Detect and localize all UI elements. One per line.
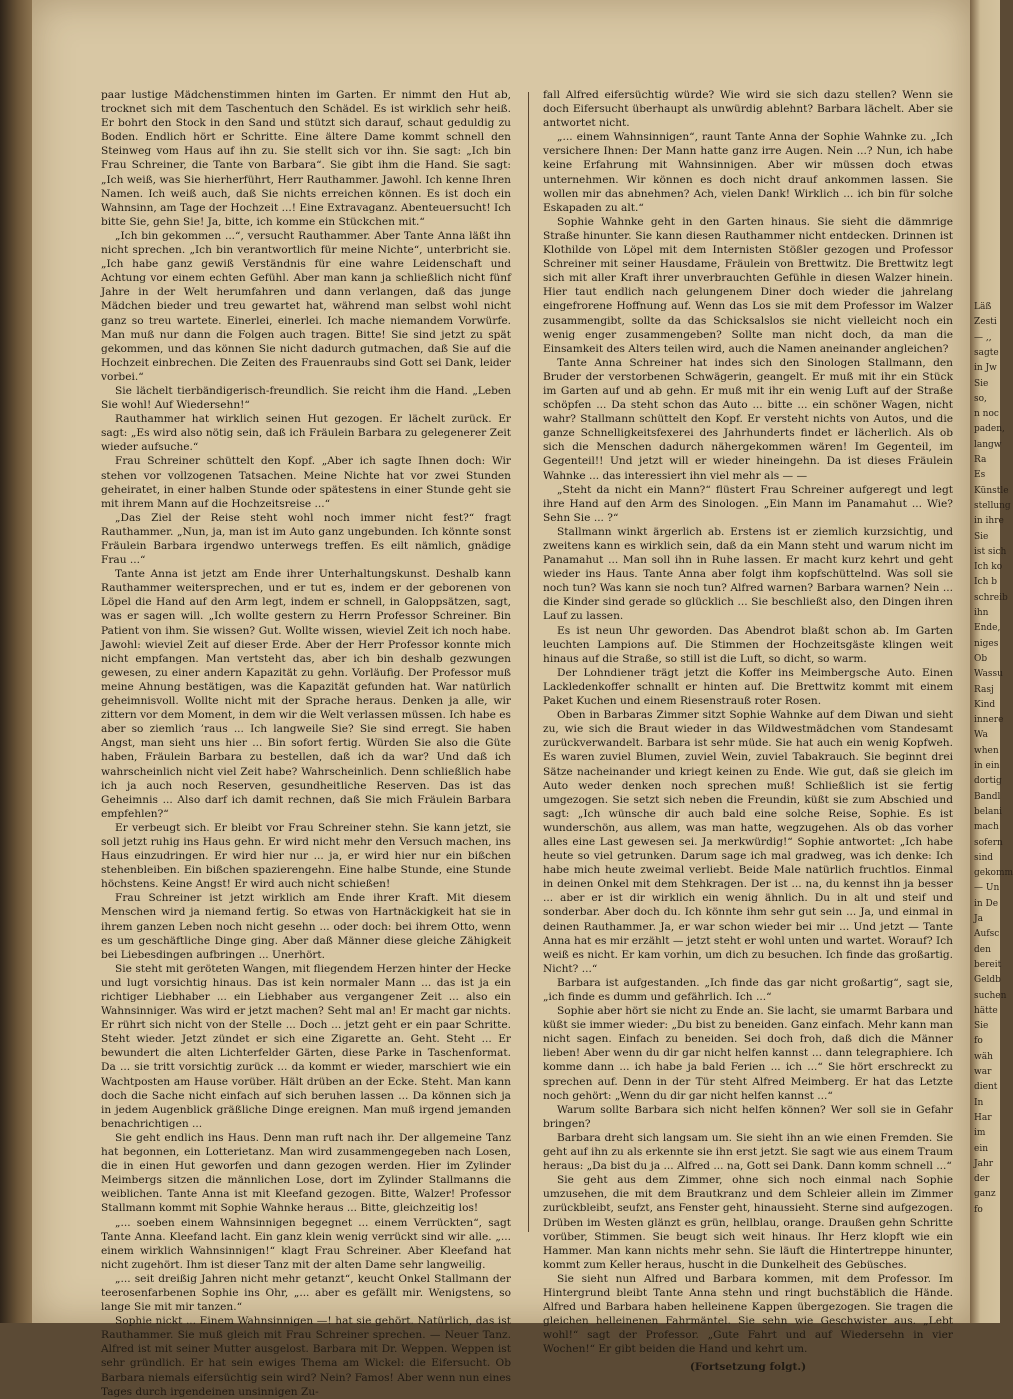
next-page-fragment: Sie (974, 1021, 989, 1032)
next-page-fragment: Kind (974, 699, 996, 710)
next-page-fragment: ganz (974, 1189, 996, 1200)
next-page-fragment: war (974, 1067, 992, 1077)
next-page-fragment: schreib (974, 592, 1008, 603)
next-page-fragment: in Jw (974, 363, 997, 374)
next-page-fragment: Läß (974, 302, 992, 312)
next-page-fragment: gekomm (974, 868, 1013, 879)
paragraph: Oben in Barbaras Zimmer sitzt Sophie Wahnke auf dem Diwan und sieht zu, wie sich die Braut wieder in das Wildwestmädchen vom Standesamt zurückverwandelt. Barbara ist sehr müde. Sie hat auch ein wenig Kopfweh. Es waren zuviel Blumen, zuviel Wein, zuviel Tabakrauch. Sie beginnt drei Sätze nacheinander und kriegt keinen zu Ende. Wie gut, daß sie gleich im Auto weder denken noch sprechen muß! Schließlich ist sie fertig umgezogen. Sie setzt sich neben die Freundin, küßt sie zum Abschied und sagt: „Ich wünsche dir auch bald eine solche Reise, Sophie. Es ist wunderschön, aus allem, was man hatte, wegzugehen. Als ob das vorher alles eine Last gewesen sei. Ja merkwürdig!“ Sophie antwortet: „Ich habe heute so viel getrunken. Darum sage ich mal gradweg, was ich denke: Ich habe mich heute zweimal verliebt. Beide Male natürlich fruchtlos. Einmal in deinen Onkel mit dem Stehkragen. Der ist ... na, du kennst ihn ja besser ... aber er ist dir wirklich ein wenig ähnlich. Du in alt und steif und sonderbar. Aber doch du. Ich könnte ihm sehr gut sein ... Ja, und einmal in deinen Rauthammer. Ja, er war schon wieder bei mir ... Und jetzt — Tante Anna hat es mir erzählt — jetzt steht er wohl unten und wartet. Worauf? Ich weiß es nicht. Er kam vorhin, um dich zu besuchen. Ich finde das großartig. Nicht? ...“ (543, 709, 953, 975)
next-page-fragment: ihn (974, 608, 989, 618)
right-text-column (543, 88, 953, 1374)
next-page-fragment: ist sich (974, 546, 1007, 557)
next-page-fragment: im (974, 1128, 986, 1139)
next-page-fragment: Wassu (974, 669, 1003, 680)
paragraph: Sie steht mit geröteten Wangen, mit fliegendem Herzen hinter der Hecke und lugt vorsichtig hinaus. Das ist kein normaler Mann ... das ist ja ein richtiger Liebhaber ... ein Liebhaber aus vergangener Zeit ... also ein Wahnsinniger. Was wird er jetzt machen? Seht mal an! Er macht gar nichts. Er rührt sich nicht von der Stelle ... Doch ... jetzt geht er ein paar Schritte. Steht wieder. Jetzt zündet er sich eine Zigarette an. Geht. Steht ... Er bewundert die alten Lichterfelder Gärten, diese Parke in Taschenformat. Da ... sie tritt vorsichtig zurück ... da kommt er wieder, marschiert wie ein Wachtposten am Hause vorüber. Hält drüben an der Ecke. Steht. Man kann doch die Sache nicht einfach auf sich beruhen lassen ... Da können sich ja in jedem Augenblick gräßliche Dinge ereignen. Man muß irgend jemanden benachrichtigen ... (101, 962, 511, 1130)
paragraph: „... soeben einem Wahnsinnigen begegnet ... einem Verrückten“, sagt Tante Anna. Kleefand lacht. Ein ganz klein wenig verrückt sind wir alle. „... einem wirklich Wahnsinnigen!“ klagt Frau Schreiner. Aber Kleefand hat nicht zugehört. Ihm ist dieser Tanz mit der alten Dame sehr langweilig. (101, 1216, 511, 1271)
next-page-fragment: sind (974, 852, 994, 863)
paragraph: Tante Anna Schreiner hat indes sich den Sinologen Stallmann, den Bruder der verstorbenen Schwägerin, geangelt. Er muß mit ihr ein Stück im Garten auf und ab gehn. Er muß mit ihr ein wenig Luft auf der Straße schöpfen ... Da steht schon das Auto ... bitte ... ein schöner Wagen, nicht wahr? Stallmann schüttelt den Kopf. Er versteht nichts von Autos, und die ganze Schnelligkeitsfexerei des Jahrhunderts findet er lächerlich. Als ob sich die Menschen dadurch nähergekommen wären! Im Gegenteil, im Gegenteil!! Und jetzt will er wieder hineingehn. Da ist dieses Fräulein Wahnke ... das interessiert ihn viel mehr als — — (543, 356, 953, 482)
next-page-fragment: Ob (974, 653, 988, 664)
paragraph: Er verbeugt sich. Er bleibt vor Frau Schreiner stehn. Sie kann jetzt, sie soll jetzt ruhig ins Haus gehn. Er wird nicht mehr den Versuch machen, ins Haus einzudringen. Er wird hier nur ... ja, er wird hier nur ein bißchen stehenbleiben. Ein bißchen spazierengehn. Eine halbe Stunde, eine Stunde höchstens. Keine Angst! Er wird auch nicht schießen! (101, 821, 511, 891)
next-page-fragment: Geldb (974, 975, 1001, 986)
paragraph: Sophie Wahnke geht in den Garten hinaus. Sie sieht die dämmrige Straße hinunter. Sie kann diesen Rauthammer nicht entdecken. Drinnen ist Klothilde von Löpel mit dem Internisten Stößler gezogen und Professor Schreiner mit seiner Hausdame, Fräulein von Brettwitz. Die Brettwitz legt sich mit aller Kraft ihrer unverbrauchten Gefühle in diesen Walzer hinein. Hier taut endlich nach gelungenem Diner doch wieder die jahrelang eingefrorene Hoffnung auf. Wenn das Los sie mit dem Professor im Walzer zusammengibt, sollte da das Schicksalslos sie nicht vielleicht noch ein wenig enger zusammengeben? Sollte man nicht doch, da man die Einsamkeit des Alters teilen wird, auch die Namen aneinander angleichen? (543, 215, 953, 355)
next-page-fragment: Ra (974, 455, 987, 465)
paragraph: „... einem Wahnsinnigen“, raunt Tante Anna der Sophie Wahnke zu. „Ich versichere Ihnen: Der Mann hatte ganz irre Augen. Nein ...? Nun, ich habe keine Erfahrung mit Wahnsinnigen. Aber wir müssen doch etwas unternehmen. Wir können es doch nicht drauf ankommen lassen. Sie wollen mir das abnehmen? Ach, vielen Dank! Wirklich ... ich bin für solche Eskapaden zu alt.“ (543, 131, 953, 214)
paragraph: Sophie nickt ... Einem Wahnsinnigen —! hat sie gehört. Natürlich, das ist Rauthammer. Sie muß gleich mit Frau Schreiner sprechen. — Neuer Tanz. Alfred ist mit seiner Mutter ausgelost. Barbara mit Dr. Weppen. Weppen ist sehr gründlich. Er hat sein ewiges Thema am Wickel: die Eifersucht. Ob Barbara niemals eifersüchtig sein wird? Nein? Famos! Aber wenn nun eines Tages durch irgendeinen unsinnigen Zu- (101, 1315, 511, 1398)
paragraph: „... seit dreißig Jahren nicht mehr getanzt“, keucht Onkel Stallmann der teerosenfarbenen Sophie ins Ohr, „... aber es gefällt mir. Wenigstens, so lange Sie mit mir tanzen.“ (101, 1272, 511, 1314)
continuation-note: (Fortsetzung folgt.) (689, 1361, 807, 1374)
next-page-fragment: sagte (974, 347, 999, 358)
next-page-fragment: niges (974, 638, 999, 649)
paragraph: „Ich bin gekommen ...“, versucht Rauthammer. Aber Tante Anna läßt ihn nicht sprechen. „Ich bin verantwortlich für meine Nichte“, unterbricht sie. „Ich habe ganz gewiß Verständnis für eine wahre Leidenschaft und Achtung vor einem echten Gefühl. Aber man kann ja schließlich nicht fünf Jahre in der Welt herumfahren und dann verlangen, daß das junge Mädchen bieder und treu gewartet hat, während man selbst wohl nicht ganz so treu wartete. Einerlei, einerlei. Ich mache niemandem Vorwürfe. Man muß nur dann die Folgen auch tragen. Bitte! Sie sind jetzt zu spät gekommen, und das können Sie nicht dadurch gutmachen, daß Sie auf die Hochzeit einbrechen. Die Zeiten des Frauenraubs sind Gott sei Dank, leider vorbei.“ (101, 229, 511, 383)
next-page-fragment: Wa (974, 730, 988, 741)
next-page-fragment: wäh (974, 1051, 993, 1062)
next-page-fragment: innere (974, 715, 1004, 726)
next-page-fragment: fo (974, 1204, 983, 1215)
paragraph: Stallmann winkt ärgerlich ab. Erstens ist er ziemlich kurzsichtig, und zweitens kann es wirklich sein, daß da ein Mann steht und warum nicht im Panamahut ... Man soll ihn in Ruhe lassen. Er macht kurz kehrt und geht wieder ins Haus. Tante Anna aber folgt ihm kopfschüttelnd. Was soll sie noch tun? Was kann sie noch tun? Alfred warnen? Barbara warnen? Nein ... die Kinder sind gerade so glücklich ... Sie beschließt also, den Dingen ihren Lauf zu lassen. (543, 525, 953, 623)
next-page-fragment: when (974, 745, 999, 756)
next-page-fragment: hätte (974, 1005, 998, 1016)
paragraph: Frau Schreiner schüttelt den Kopf. „Aber ich sagte Ihnen doch: Wir stehen vor vollzogenen Tatsachen. Meine Nichte hat vor zwei Stunden geheiratet, in einer halben Stunde oder spätestens in einer Stunde geht sie mit ihrem Mann auf die Hochzeitsreise ...“ (101, 455, 511, 510)
next-page-fragment: mach (974, 822, 999, 833)
next-page-fragment: — Un (974, 883, 1000, 894)
book-binding (0, 0, 32, 1323)
column-divider (528, 92, 529, 1232)
next-page-fragment: in ihre (974, 516, 1004, 527)
paragraph: Sophie aber hört sie nicht zu Ende an. Sie lacht, sie umarmt Barbara und küßt sie immer wieder: „Du bist zu beneiden. Ganz einfach. Mehr kann man nicht sagen. Einfach zu beneiden. Sei doch froh, daß dich die Männer lieben! Aber wenn du dir gar nicht helfen kannst ... dann telegraphiere. Ich komme dann ... ich habe ja bald Ferien ... ich ...“ Sie hört erschreckt zu sprechen auf. Denn in der Tür steht Alfred Meimberg. Er hat das Letzte noch gehört: „Wenn du dir gar nicht helfen kannst ...“ (543, 1005, 953, 1102)
paragraph: Tante Anna ist jetzt am Ende ihrer Unterhaltungskunst. Deshalb kann Rauthammer weitersprechen, und er tut es, indem er der geborenen von Löpel die Hand auf den Arm legt, indem er schnell, in Galoppsätzen, sagt, was er sagen will. „Ich wollte gestern zu Herrn Professor Schreiner. Bin Patient von ihm. Sie wissen? Gut. Wollte wissen, wieviel Zeit ich noch habe. Jawohl: wieviel Zeit auf dieser Erde. Aber der Herr Professor konnte mich nicht empfangen. Man vertsteht das, aber ich bin deshalb gezwungen gewesen, zu einer andern Kapazität zu gehn. Vorläufig. Der Professor muß meine Ahnung bestätigen, was die Kapazität gefunden hat. War natürlich geheimnisvoll. Wollte nicht mit der Sprache heraus. Denken ja alle, wir zittern vor dem Moment, in dem wir die Welt verlassen müssen. Ich habe es aber so ziemlich ’raus ... Ich langweile Sie? Sie sind erregt. Sie haben Angst, man sieht uns hier ... Bin sofort fertig. Würden Sie also die Güte haben, Fräulein Barbara zu bestellen, daß ich da war? Und daß ich wahrscheinlich nicht viel Zeit habe? Wahrscheinlich. Denn schließlich habe ich ja auch noch Reserven, gesundheitliche Reserven. Das ist das Geheimnis ... Also darf ich damit rechnen, daß Sie mich Fräulein Barbara empfehlen?“ (101, 568, 511, 820)
paragraph: Frau Schreiner ist jetzt wirklich am Ende ihrer Kraft. Mit diesem Menschen wird ja niemand fertig. So etwas von Hartnäckigkeit hat sie in ihrem ganzen Leben noch nicht gesehn ... oder doch: bei ihrem Otto, wenn es um geschäftliche Dinge ging. Aber daß Männer diese gleiche Zähigkeit bei Liebesdingen aufbringen ... Unerhört. (101, 892, 511, 961)
paragraph: Es ist neun Uhr geworden. Das Abendrot blaßt schon ab. Im Garten leuchten Lampions auf. Die Stimmen der Hochzeitsgäste klingen weit hinaus auf die Straße, so still ist die Luft, so dicht, so warm. (543, 624, 953, 665)
next-page-fragment: — ,, (974, 332, 992, 343)
paragraph: „Steht da nicht ein Mann?“ flüstert Frau Schreiner aufgeregt und legt ihre Hand auf den Arm des Sinologen. „Ein Mann im Panamahut ... Wie? Sehn Sie ... ?“ (543, 483, 953, 524)
next-page-fragment: Bandl (974, 791, 1001, 802)
next-page-fragment: Ich b (974, 577, 998, 588)
next-page-fragment: paden, (974, 424, 1005, 435)
paragraph: Sie geht aus dem Zimmer, ohne sich noch einmal nach Sophie umzusehen, die mit dem Brautkranz und dem Schleier allein im Zimmer zurückbleibt, seufzt, ans Fenster geht, hinaussieht. Sterne sind aufgezogen. Drüben im Westen glänzt es grün, hellblau, orange. Draußen gehn Schritte vorüber, Stimmen. Sie beugt sich weit hinaus. Ihr Herz klopft wie ein Hammer. Man kann nichts mehr sehn. Sie läuft die Hintertreppe hinunter, kommt zum Keller heraus, huscht in die Dunkelheit des Gebüsches. (543, 1174, 953, 1271)
next-page-fragment: Es (974, 470, 986, 481)
next-page-fragment: Ich ko (974, 562, 1003, 573)
paragraph: Barbara ist aufgestanden. „Ich finde das gar nicht großartig“, sagt sie, „ich finde es dumm und gefährlich. Ich ...“ (543, 976, 953, 1003)
paragraph: Warum sollte Barbara sich nicht helfen können? Wer soll sie in Gefahr bringen? (543, 1103, 953, 1130)
next-page-fragment: suchen (974, 990, 1007, 1001)
paragraph: Rauthammer hat wirklich seinen Hut gezogen. Er lächelt zurück. Er sagt: „Es wird also nötig sein, daß ich Fräulein Barbara zu gelegenerer Zeit wieder aufsuche.“ (101, 413, 511, 454)
paragraph: Sie lächelt tierbändigerisch-freundlich. Sie reicht ihm die Hand. „Leben Sie wohl! Auf Wiedersehn!“ (101, 384, 511, 412)
next-page-fragment: Ende, (974, 623, 1001, 634)
paragraph: paar lustige Mädchenstimmen hinten im Garten. Er nimmt den Hut ab, trocknet sich mit dem Taschentuch den Schädel. Es ist wirklich sehr heiß. Er bohrt den Stock in den Sand und stützt sich darauf, schaut geduldig zu Boden. Endlich hört er Schritte. Eine ältere Dame kommt schnell den Steinweg vom Haus auf ihn zu. Sie stellt sich vor ihn. Sie sagt: „Ich bin Frau Schreiner, die Tante von Barbara“. Sie gibt ihm die Hand. Sie sagt: „Ich weiß, was Sie hierherführt, Herr Rauthammer. Jawohl. Ich kenne Ihren Namen. Ich weiß auch, daß Sie nichts erreichen können. Es ist doch ein Wahnsinn, am Tage der Hochzeit ...! Eine Extravaganz. Abenteuersucht! Ich bitte Sie, gehn Sie! Ja, bitte, ich komme ein Stückchen mit.“ (101, 89, 511, 228)
next-page-fragment: Aufsc (974, 929, 1000, 940)
next-page-fragment: Zesti (974, 317, 997, 328)
next-page-fragment: ein (974, 1143, 989, 1154)
next-page-fragment: Jahr (974, 1158, 994, 1169)
next-page-fragment: Ja (974, 914, 983, 924)
next-page-fragment: bereit (974, 959, 1002, 970)
next-page-fragment: Künstle (974, 485, 1009, 496)
next-page-fragment: sofern (974, 837, 1003, 848)
next-page-fragment: Har (974, 1112, 992, 1123)
next-page-fragment: Sie (974, 378, 989, 389)
next-page-fragment: in De (974, 898, 999, 909)
next-page-fragment: n noc (974, 409, 999, 420)
next-page-fragment: den (974, 944, 991, 955)
paragraph: Sie sieht nun Alfred und Barbara kommen, mit dem Professor. Im Hintergrund bleibt Tante Anna stehn und ringt buchstäblich die Hände. Alfred und Barbara haben helleinene Kappen übergezogen. Sie tragen die gleichen helleinenen Fahrmäntel. Sie sehn wie Geschwister aus. „Lebt wohl!“ sagt der Professor. „Gute Fahrt und auf Wiedersehn in vier Wochen!“ Er gibt beiden die Hand und kehrt um. (543, 1272, 953, 1356)
next-page-edge (970, 0, 1013, 1323)
next-page-fragment: belani (974, 806, 1003, 817)
paragraph: Barbara dreht sich langsam um. Sie sieht ihn an wie einen Fremden. Sie geht auf ihn zu als erkennte sie ihn erst jetzt. Sie sagt wie aus einem Traum heraus: „Da bist du ja ... Alfred ... na, Gott sei Dank. Dann komm schnell ...“ (543, 1131, 953, 1173)
paragraph: Der Lohndiener trägt jetzt die Koffer ins Meimbergsche Auto. Einen Lackledenkoffer schnallt er hinten auf. Die Brettwitz kommt mit einem Paket Kuchen und einem Riesenstrauß roter Rosen. (543, 666, 953, 708)
next-page-fragment: In (974, 1097, 984, 1108)
next-page-fragment: dient (974, 1082, 998, 1093)
next-page-fragment: Rasj (974, 684, 994, 695)
next-page-fragment: der (974, 1174, 990, 1185)
next-page-fragment: in ein (974, 761, 1000, 771)
next-page-fragment: dortig (974, 776, 1002, 787)
next-page-fragment: langw (974, 439, 1002, 450)
next-page-fragment: stellung (974, 500, 1011, 511)
next-page-fragment: Sie (974, 531, 989, 542)
paragraph: fall Alfred eifersüchtig würde? Wie wird sie sich dazu stellen? Wenn sie doch Eifersucht überhaupt als unwürdig ablehnt? Barbara lächelt. Aber sie antwortet nicht. (543, 89, 953, 130)
left-text-column (101, 88, 511, 1398)
paragraph: Sie geht endlich ins Haus. Denn man ruft nach ihr. Der allgemeine Tanz hat begonnen, ein Lotterietanz. Man wird zusammengegeben nach Losen, die in einen Hut geworfen und dann gezogen werden. Hier im Zylinder Meimbergs sitzen die männlichen Lose, dort im Zylinder Stallmanns die weiblichen. Tante Anna ist mit Kleefand gezogen. Bitte, Walzer! Professor Stallmann kommt mit Sophie Wahnke heraus ... Bitte, gleichzeitig los! (101, 1131, 511, 1215)
next-page-fragment: fo (974, 1036, 983, 1047)
paragraph: „Das Ziel der Reise steht wohl noch immer nicht fest?“ fragt Rauthammer. „Nun, ja, man ist im Auto ganz ungebunden. Ich könnte sonst Fräulein Barbara irgendwo unterwegs treffen. Es eilt nämlich, gnädige Frau ...“ (101, 511, 511, 567)
next-page-fragment: so, (974, 393, 987, 404)
